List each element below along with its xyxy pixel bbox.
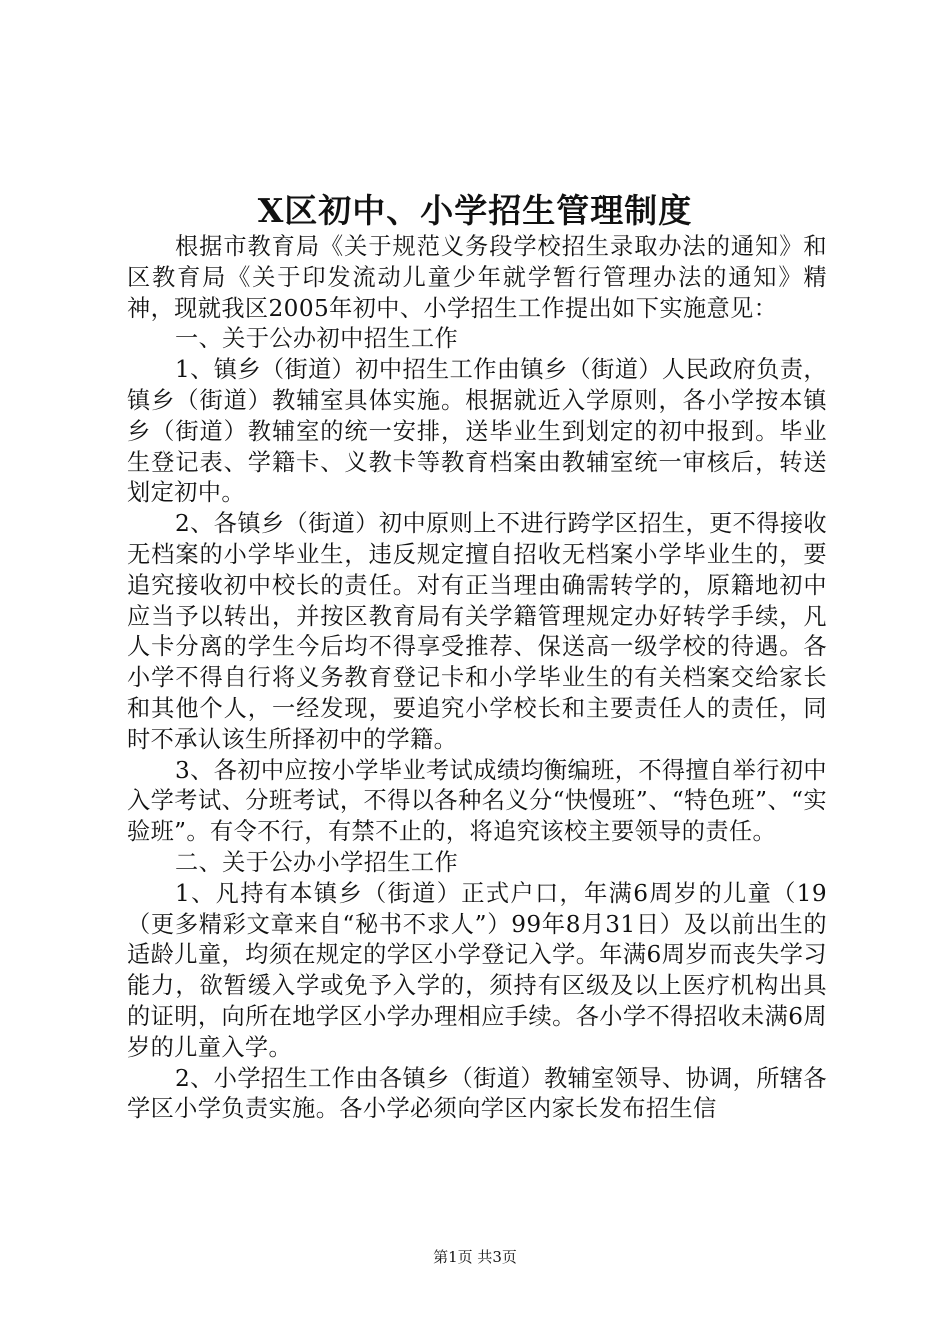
paragraph-junior-1: 1、镇乡（街道）初中招生工作由镇乡（街道）人民政府负责，镇乡（街道）教辅室具体实施。根据就近入学原则，各小学按本镇乡（街道）教辅室的统一安排，送毕业生到划定的初中报到。毕业生登记表、学籍卡、义教卡等教育档案由教辅室统一审核后，转送划定初中。 (127, 356, 828, 507)
document-body (127, 232, 827, 1125)
paragraph-junior-2: 2、各镇乡（街道）初中原则上不进行跨学区招生，更不得接收无档案的小学毕业生，违反规定擅自招收无档案小学毕业生的，要追究接收初中校长的责任。对有正当理由确需转学的，原籍地初中应当予以转出，并按区教育局有关学籍管理规定办好转学手续，凡人卡分离的学生今后均不得享受推荐、保送高一级学校的待遇。各小学不得自行将义务教育登记卡和小学毕业生的有关档案交给家长和其他个人，一经发现，要追究小学校长和主要责任人的责任，同时不承认该生所择初中的学籍。 (127, 510, 828, 753)
page-footer: 第1页 共3页 (433, 1248, 517, 1266)
document-title: X区初中、小学招生管理制度 (257, 191, 693, 230)
paragraph-junior-3: 3、各初中应按小学毕业考试成绩均衡编班，不得擅自举行初中入学考试、分班考试，不得以各种名义分“快慢班”、“特色班”、“实验班”。有令不行，有禁不止的，将追究该校主要领导的责任。 (127, 756, 828, 846)
section-heading-junior: 一、关于公办初中招生工作 (175, 325, 459, 353)
paragraph-primary-1: 1、凡持有本镇乡（街道）正式户口，年满6周岁的儿童（19（更多精彩文章来自“秘书不求人”）99年8月31日）及以前出生的适龄儿童，均须在规定的学区小学登记入学。年满6周岁而丧失学习能力，欲暂缓入学或免予入学的，须持有区级及以上医疗机构出具的证明，向所在地学区小学办理相应手续。各小学不得招收未满6周岁的儿童入学。 (127, 879, 827, 1061)
section-heading-primary: 二、关于公办小学招生工作 (175, 848, 459, 876)
paragraph-primary-2: 2、小学招生工作由各镇乡（街道）教辅室领导、协调，所辖各学区小学负责实施。各小学必须向学区内家长发布招生信 (127, 1064, 828, 1123)
paragraph-intro: 根据市教育局《关于规范义务段学校招生录取办法的通知》和区教育局《关于印发流动儿童少年就学暂行管理办法的通知》精神，现就我区2005年初中、小学招生工作提出如下实施意见： (127, 233, 827, 322)
